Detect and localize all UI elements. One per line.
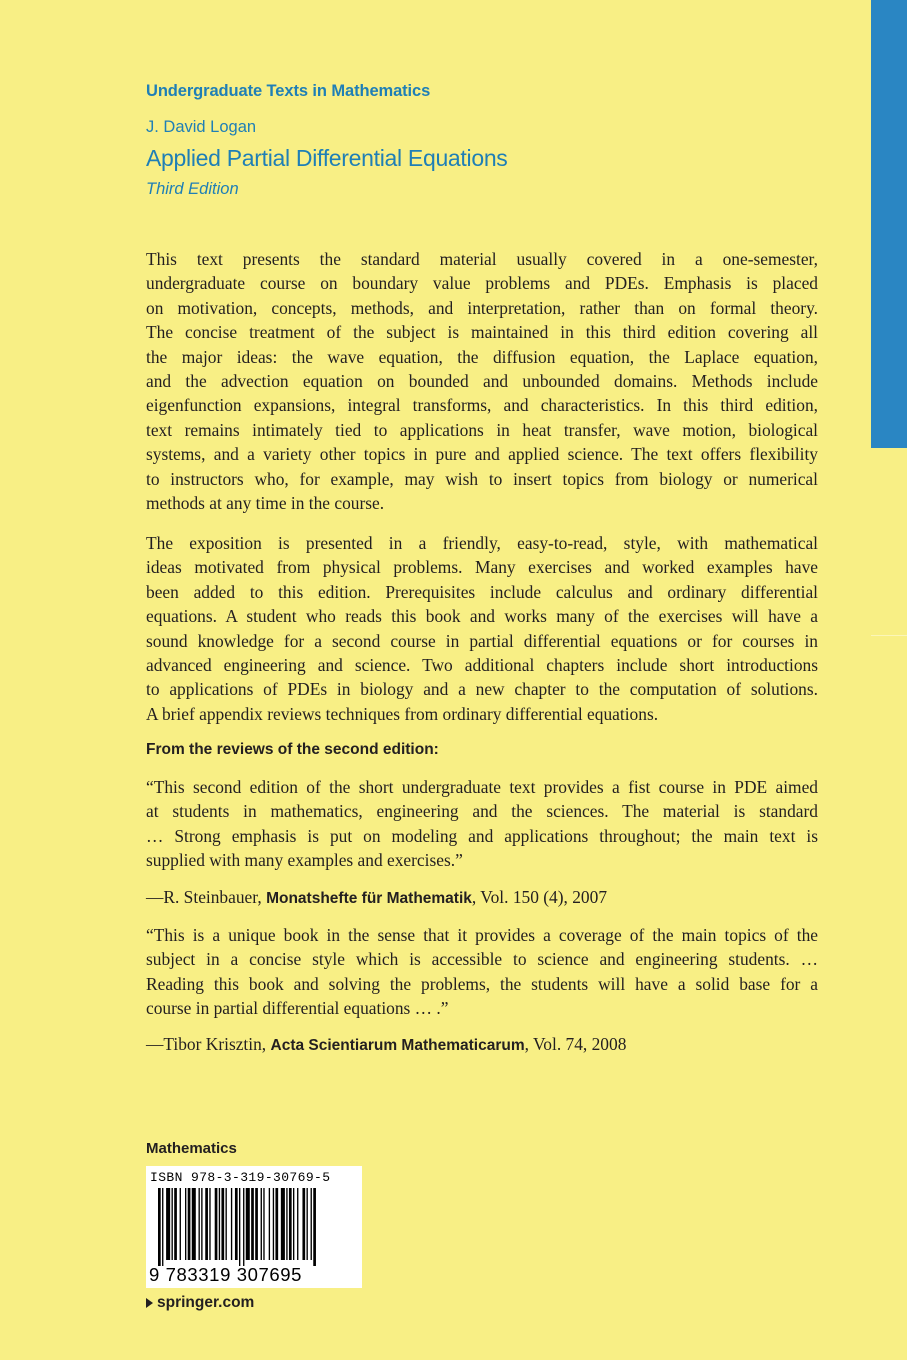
barcode-bar <box>255 1188 258 1260</box>
text-line: ideas motivated from physical problems. Many exercises and worked examples have <box>146 557 818 578</box>
barcode-bar <box>166 1188 170 1260</box>
text-line: A brief appendix reviews techniques from ordinary differential equations. <box>146 703 659 724</box>
text-line: systems, and a variety other topics in pure and applied science. The text offers flexibility <box>146 444 818 465</box>
barcode-bar <box>302 1188 305 1260</box>
barcode-bar <box>158 1188 161 1266</box>
text-line: subject in a concise style which is accessible to science and engineering students. … <box>146 949 818 970</box>
text-line: The concise treatment of the subject is maintained in this third edition covering all <box>146 322 818 343</box>
barcode-bar <box>251 1188 254 1260</box>
barcode-bar <box>275 1188 278 1260</box>
barcode-bar <box>311 1188 312 1260</box>
reviews-heading: From the reviews of the second edition: <box>146 741 439 758</box>
barcode-bar <box>209 1188 210 1260</box>
citation: , Vol. 150 (4), 2007 <box>471 887 608 907</box>
text-line: “This second edition of the short undergraduate text provides a fist course in PDE aimed <box>146 777 818 797</box>
barcode-bar <box>215 1188 218 1260</box>
text-line: undergraduate course on boundary value problems and PDEs. Emphasis is placed <box>146 273 818 294</box>
arrow-right-icon <box>146 1298 153 1308</box>
barcode-bar <box>201 1188 202 1260</box>
text-line: been added to this edition. Prerequisites include calculus and ordinary differential <box>146 581 818 602</box>
barcode-digits: 9 783319 307695 <box>149 1264 303 1285</box>
barcode-bar <box>180 1188 181 1260</box>
side-color-strip <box>871 0 907 1360</box>
text-line: advanced engineering and science. Two additional chapters include short introductions <box>146 655 818 676</box>
barcode-bar <box>231 1188 232 1260</box>
barcode-bar <box>199 1188 200 1260</box>
barcode-bar <box>235 1188 238 1260</box>
barcode-bar <box>205 1188 208 1260</box>
barcode-bar <box>269 1188 270 1260</box>
subject-label: Mathematics <box>146 1140 237 1157</box>
text-line: and the advection equation on bounded and unbounded domains. Methods include <box>146 371 818 392</box>
barcode-bar <box>289 1188 292 1260</box>
text-line: text remains intimately tied to applications in heat transfer, wave motion, biological <box>146 419 818 440</box>
barcode-bar <box>297 1188 298 1260</box>
series-name: Undergraduate Texts in Mathematics <box>146 82 431 100</box>
website-link[interactable] <box>146 1294 254 1312</box>
barcode-bar <box>174 1188 177 1260</box>
citation: , Vol. 74, 2008 <box>524 1034 627 1054</box>
text-line: course in partial differential equations … .” <box>146 998 449 1019</box>
text-line: “This is a unique book in the sense that it provides a coverage of the main topics of the <box>146 925 818 945</box>
description-paragraph-1 <box>146 247 818 515</box>
text-line: the major ideas: the wave equation, the diffusion equation, the Laplace equation, <box>146 346 818 367</box>
barcode-bar <box>281 1188 285 1260</box>
review-quote-2 <box>146 923 818 1021</box>
barcode-bar <box>226 1188 227 1260</box>
barcode-bar <box>243 1188 244 1266</box>
barcode-bar <box>239 1188 240 1266</box>
barcode-bar <box>162 1188 163 1266</box>
book-title: Applied Partial Differential Equations <box>146 145 508 171</box>
review-quote-1 <box>146 775 818 873</box>
website-label: springer.com <box>157 1294 255 1311</box>
text-line: This text presents the standard material usually covered in a one-semester, <box>146 249 818 269</box>
text-line: methods at any time in the course. <box>146 493 385 514</box>
isbn-barcode <box>146 1166 362 1288</box>
barcode-bars <box>150 1188 358 1266</box>
text-line: eigenfunction expansions, integral transforms, and characteristics. In this third edition, <box>146 395 818 416</box>
text-line: supplied with many examples and exercises.” <box>146 850 463 871</box>
barcode-bar <box>313 1188 316 1266</box>
strip-divider <box>871 635 907 636</box>
text-line: sound knowledge for a second course in partial differential equations or for courses in <box>146 630 818 651</box>
text-line: … Strong emphasis is put on modeling and applications throughout; the main text is <box>146 825 818 846</box>
review-attribution-1 <box>146 887 607 908</box>
barcode-bar <box>221 1188 224 1260</box>
review-attribution-2 <box>146 1034 626 1055</box>
text-line: to applications of PDEs in biology and a new chapter to the computation of solutions. <box>146 679 818 700</box>
barcode-bar <box>263 1188 264 1260</box>
side-blue-band <box>871 0 907 448</box>
text-line: on motivation, concepts, methods, and interpretation, rather than on formal theory. <box>146 297 818 318</box>
text-line: Reading this book and solving the problems, the students will have a solid base for a <box>146 973 818 994</box>
barcode-bar <box>261 1188 262 1260</box>
reviewer: —R. Steinbauer, <box>146 887 267 907</box>
barcode-bar <box>273 1188 274 1260</box>
barcode-bar <box>172 1188 173 1260</box>
barcode-bar <box>246 1188 250 1260</box>
text-line: at students in mathematics, engineering and the sciences. The material is standard <box>146 801 818 822</box>
text-line: equations. A student who reads this book and works many of the exercises will have a <box>146 606 818 627</box>
isbn-label: ISBN 978-3-319-30769-5 <box>150 1170 331 1185</box>
description-paragraph-2 <box>146 531 818 726</box>
barcode-bar <box>192 1188 196 1260</box>
text-line: The exposition is presented in a friendly, easy-to-read, style, with mathematical <box>146 533 818 553</box>
text-line: to instructors who, for example, may wish to insert topics from biology or numerical <box>146 468 818 489</box>
journal-name: Acta Scientiarum Mathematicarum <box>270 1037 525 1054</box>
barcode-bar <box>188 1188 191 1260</box>
journal-name: Monatshefte für Mathematik <box>266 890 472 907</box>
barcode-bar <box>293 1188 294 1260</box>
barcode-bar <box>286 1188 287 1260</box>
edition-label: Third Edition <box>146 180 239 198</box>
reviewer: —Tibor Krisztin, <box>146 1034 271 1054</box>
author-name: J. David Logan <box>146 118 257 136</box>
barcode-bar <box>307 1188 308 1260</box>
barcode-bar <box>219 1188 220 1260</box>
barcode-bar <box>185 1188 186 1260</box>
